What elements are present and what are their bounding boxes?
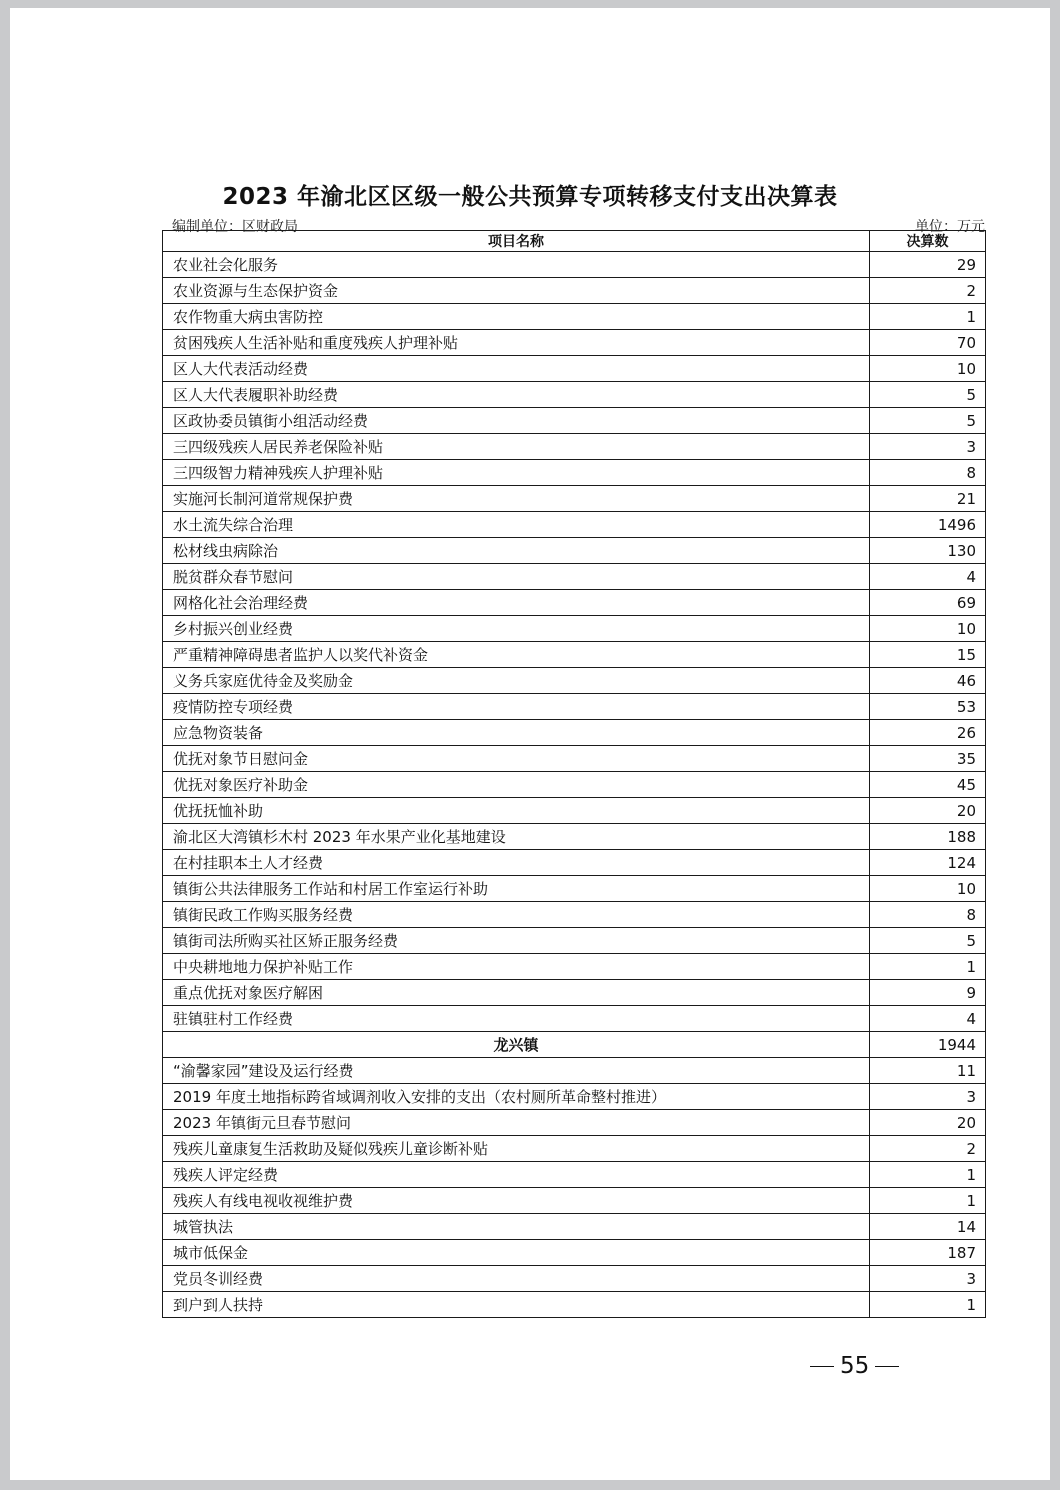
page-number-dash-left bbox=[810, 1366, 834, 1367]
item-name-cell: 重点优抚对象医疗解困 bbox=[163, 980, 870, 1006]
item-name-cell: 网格化社会治理经费 bbox=[163, 590, 870, 616]
table-row bbox=[163, 278, 986, 304]
table-row bbox=[163, 590, 986, 616]
table-row bbox=[163, 486, 986, 512]
item-name-cell: 镇街司法所购买社区矫正服务经费 bbox=[163, 928, 870, 954]
table-row bbox=[163, 382, 986, 408]
table-row bbox=[163, 720, 986, 746]
table-row bbox=[163, 538, 986, 564]
table-row bbox=[163, 304, 986, 330]
item-name-cell: 残疾人评定经费 bbox=[163, 1162, 870, 1188]
table-row bbox=[163, 928, 986, 954]
amount-cell: 2 bbox=[870, 278, 986, 304]
item-name-cell: 贫困残疾人生活补贴和重度残疾人护理补贴 bbox=[163, 330, 870, 356]
amount-cell: 29 bbox=[870, 252, 986, 278]
table-row bbox=[163, 616, 986, 642]
table-row bbox=[163, 902, 986, 928]
item-name-cell: 中央耕地地力保护补贴工作 bbox=[163, 954, 870, 980]
table-row bbox=[163, 1188, 986, 1214]
page-title: 2023 年渝北区区级一般公共预算专项转移支付支出决算表 bbox=[222, 184, 838, 210]
table-row bbox=[163, 798, 986, 824]
amount-cell: 5 bbox=[870, 408, 986, 434]
amount-cell: 2 bbox=[870, 1136, 986, 1162]
table-row bbox=[163, 954, 986, 980]
table-body bbox=[163, 252, 986, 1318]
table-row bbox=[163, 252, 986, 278]
table-row bbox=[163, 694, 986, 720]
amount-cell: 5 bbox=[870, 928, 986, 954]
item-name-cell: 镇街公共法律服务工作站和村居工作室运行补助 bbox=[163, 876, 870, 902]
table-row bbox=[163, 850, 986, 876]
item-name-cell: 区人大代表履职补助经费 bbox=[163, 382, 870, 408]
item-name-cell: 实施河长制河道常规保护费 bbox=[163, 486, 870, 512]
item-name-cell: 三四级残疾人居民养老保险补贴 bbox=[163, 434, 870, 460]
page-number-dash-right bbox=[875, 1366, 899, 1367]
item-name-cell: 优抚对象节日慰问金 bbox=[163, 746, 870, 772]
table-row bbox=[163, 1110, 986, 1136]
document-page bbox=[10, 8, 1050, 1480]
amount-cell: 1 bbox=[870, 1188, 986, 1214]
amount-cell: 10 bbox=[870, 356, 986, 382]
table-row bbox=[163, 1084, 986, 1110]
item-name-cell: 优抚抚恤补助 bbox=[163, 798, 870, 824]
item-name-cell: 镇街民政工作购买服务经费 bbox=[163, 902, 870, 928]
item-name-cell: 2019 年度土地指标跨省域调剂收入安排的支出（农村厕所革命整村推进） bbox=[163, 1084, 870, 1110]
table-row bbox=[163, 876, 986, 902]
amount-cell: 1 bbox=[870, 1162, 986, 1188]
item-name-cell: 区人大代表活动经费 bbox=[163, 356, 870, 382]
item-name-cell: 城管执法 bbox=[163, 1214, 870, 1240]
amount-cell: 188 bbox=[870, 824, 986, 850]
table-row bbox=[163, 408, 986, 434]
item-name-cell: 水土流失综合治理 bbox=[163, 512, 870, 538]
amount-cell: 1944 bbox=[870, 1032, 986, 1058]
item-name-cell: 乡村振兴创业经费 bbox=[163, 616, 870, 642]
header-item-name: 项目名称 bbox=[163, 231, 870, 252]
item-name-cell: 松材线虫病除治 bbox=[163, 538, 870, 564]
item-name-cell: 疫情防控专项经费 bbox=[163, 694, 870, 720]
item-name-cell: 驻镇驻村工作经费 bbox=[163, 1006, 870, 1032]
table-row bbox=[163, 460, 986, 486]
table-row bbox=[163, 1058, 986, 1084]
amount-cell: 70 bbox=[870, 330, 986, 356]
amount-cell: 3 bbox=[870, 1084, 986, 1110]
table-row bbox=[163, 1292, 986, 1318]
amount-cell: 1 bbox=[870, 304, 986, 330]
item-name-cell: 渝北区大湾镇杉木村 2023 年水果产业化基地建设 bbox=[163, 824, 870, 850]
item-name-cell: 在村挂职本土人才经费 bbox=[163, 850, 870, 876]
item-name-cell: 龙兴镇 bbox=[163, 1032, 870, 1058]
page-number bbox=[810, 1353, 899, 1379]
header-amount: 决算数 bbox=[870, 231, 986, 252]
amount-cell: 10 bbox=[870, 876, 986, 902]
table-row bbox=[163, 668, 986, 694]
amount-cell: 15 bbox=[870, 642, 986, 668]
amount-cell: 26 bbox=[870, 720, 986, 746]
amount-cell: 20 bbox=[870, 1110, 986, 1136]
amount-cell: 14 bbox=[870, 1214, 986, 1240]
amount-cell: 45 bbox=[870, 772, 986, 798]
amount-cell: 20 bbox=[870, 798, 986, 824]
table-header-row bbox=[163, 231, 986, 252]
amount-cell: 35 bbox=[870, 746, 986, 772]
table-row bbox=[163, 980, 986, 1006]
item-name-cell: 残疾人有线电视收视维护费 bbox=[163, 1188, 870, 1214]
unit-label: 单位：万元 bbox=[915, 219, 985, 235]
item-name-cell: 农作物重大病虫害防控 bbox=[163, 304, 870, 330]
amount-cell: 5 bbox=[870, 382, 986, 408]
amount-cell: 4 bbox=[870, 1006, 986, 1032]
amount-cell: 4 bbox=[870, 564, 986, 590]
item-name-cell: 2023 年镇街元旦春节慰问 bbox=[163, 1110, 870, 1136]
item-name-cell: “渝馨家园”建设及运行经费 bbox=[163, 1058, 870, 1084]
amount-cell: 1 bbox=[870, 954, 986, 980]
item-name-cell: 应急物资装备 bbox=[163, 720, 870, 746]
amount-cell: 1 bbox=[870, 1292, 986, 1318]
amount-cell: 53 bbox=[870, 694, 986, 720]
table-group-row bbox=[163, 1032, 986, 1058]
table-row bbox=[163, 1006, 986, 1032]
item-name-cell: 脱贫群众春节慰问 bbox=[163, 564, 870, 590]
table-row bbox=[163, 564, 986, 590]
table-row bbox=[163, 356, 986, 382]
amount-cell: 8 bbox=[870, 460, 986, 486]
table-row bbox=[163, 1214, 986, 1240]
table-row bbox=[163, 512, 986, 538]
item-name-cell: 残疾儿童康复生活救助及疑似残疾儿童诊断补贴 bbox=[163, 1136, 870, 1162]
table-row bbox=[163, 824, 986, 850]
item-name-cell: 区政协委员镇街小组活动经费 bbox=[163, 408, 870, 434]
table-row bbox=[163, 330, 986, 356]
amount-cell: 46 bbox=[870, 668, 986, 694]
budget-table bbox=[162, 230, 986, 1318]
amount-cell: 130 bbox=[870, 538, 986, 564]
amount-cell: 9 bbox=[870, 980, 986, 1006]
amount-cell: 187 bbox=[870, 1240, 986, 1266]
amount-cell: 124 bbox=[870, 850, 986, 876]
amount-cell: 10 bbox=[870, 616, 986, 642]
item-name-cell: 严重精神障碍患者监护人以奖代补资金 bbox=[163, 642, 870, 668]
table-row bbox=[163, 746, 986, 772]
item-name-cell: 党员冬训经费 bbox=[163, 1266, 870, 1292]
item-name-cell: 到户到人扶持 bbox=[163, 1292, 870, 1318]
prepared-by-label: 编制单位：区财政局 bbox=[172, 219, 298, 235]
table-row bbox=[163, 642, 986, 668]
table-row bbox=[163, 1162, 986, 1188]
item-name-cell: 三四级智力精神残疾人护理补贴 bbox=[163, 460, 870, 486]
amount-cell: 21 bbox=[870, 486, 986, 512]
table-row bbox=[163, 772, 986, 798]
amount-cell: 3 bbox=[870, 1266, 986, 1292]
table-row bbox=[163, 1136, 986, 1162]
table-row bbox=[163, 1266, 986, 1292]
table-row bbox=[163, 434, 986, 460]
item-name-cell: 城市低保金 bbox=[163, 1240, 870, 1266]
table-row bbox=[163, 1240, 986, 1266]
page-number-text: 55 bbox=[840, 1353, 870, 1379]
amount-cell: 69 bbox=[870, 590, 986, 616]
amount-cell: 1496 bbox=[870, 512, 986, 538]
amount-cell: 3 bbox=[870, 434, 986, 460]
item-name-cell: 农业资源与生态保护资金 bbox=[163, 278, 870, 304]
item-name-cell: 义务兵家庭优待金及奖励金 bbox=[163, 668, 870, 694]
item-name-cell: 优抚对象医疗补助金 bbox=[163, 772, 870, 798]
item-name-cell: 农业社会化服务 bbox=[163, 252, 870, 278]
amount-cell: 11 bbox=[870, 1058, 986, 1084]
amount-cell: 8 bbox=[870, 902, 986, 928]
